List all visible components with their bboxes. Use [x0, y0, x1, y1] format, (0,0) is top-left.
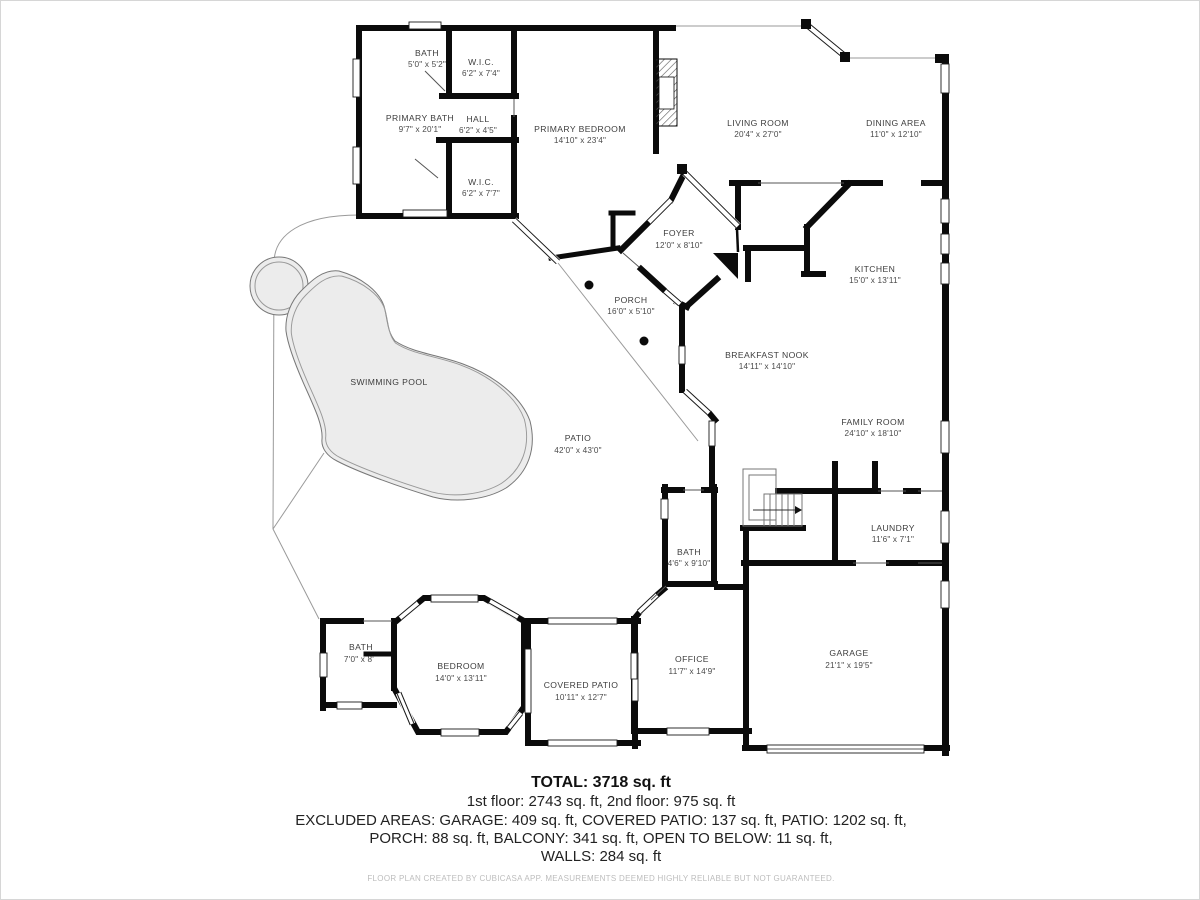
room-label-wic-bottom: W.I.C.: [468, 177, 494, 187]
room-dims-breakfast-nook: 14'11" x 14'10": [738, 362, 796, 371]
room-label-primary-bedroom: PRIMARY BEDROOM: [534, 124, 626, 134]
room-dims-laundry: 11'6" x 7'1": [871, 535, 915, 544]
room-label-bath-bottom-left: BATH: [349, 642, 373, 652]
staircase: [743, 469, 802, 526]
room-dims-bath-top: 5'0" x 5'2": [408, 60, 446, 69]
room-dims-primary-bedroom: 14'10" x 23'4": [553, 136, 607, 145]
room-dims-hall: 6'2" x 4'5": [459, 126, 497, 135]
room-dims-foyer: 12'0" x 8'10": [655, 241, 703, 250]
floor-plan-svg: [1, 1, 1199, 899]
room-label-wic-top: W.I.C.: [468, 57, 494, 67]
fireplace: [656, 59, 677, 126]
room-dims-patio: 42'0" x 43'0": [554, 446, 602, 455]
room-dims-primary-bath: 9'7" x 20'1": [398, 125, 442, 134]
room-label-foyer: FOYER: [663, 228, 695, 238]
footer-excluded-2: PORCH: 88 sq. ft, BALCONY: 341 sq. ft, OPEN TO BELOW: 11 sq. ft,: [369, 830, 833, 847]
footer-walls: WALLS: 284 sq. ft: [540, 848, 662, 865]
room-dims-family-room: 24'10" x 18'10": [844, 429, 902, 438]
room-label-covered-patio: COVERED PATIO: [543, 680, 619, 690]
room-dims-bedroom: 14'0" x 13'11": [435, 674, 487, 683]
room-label-laundry: LAUNDRY: [871, 523, 915, 533]
room-label-breakfast-nook: BREAKFAST NOOK: [725, 350, 809, 360]
room-label-porch: PORCH: [614, 295, 648, 305]
room-dims-office: 11'7" x 14'9": [668, 667, 716, 676]
footer-excluded-1: EXCLUDED AREAS: GARAGE: 409 sq. ft, COVERED PATIO: 137 sq. ft, PATIO: 1202 sq. ft,: [295, 812, 907, 829]
room-dims-wic-top: 6'2" x 7'4": [462, 69, 500, 78]
room-label-living-room: LIVING ROOM: [727, 118, 789, 128]
room-label-hall: HALL: [466, 114, 490, 124]
room-label-bath-top: BATH: [415, 48, 439, 58]
room-dims-covered-patio: 10'11" x 12'7": [555, 693, 607, 702]
room-dims-dining-area: 11'0" x 12'10": [870, 130, 922, 139]
room-dims-wic-bottom: 6'2" x 7'7": [462, 189, 500, 198]
footer-summary: [295, 774, 907, 883]
footer-floors: 1st floor: 2743 sq. ft, 2nd floor: 975 sq. ft: [466, 793, 736, 810]
room-dims-kitchen: 15'0" x 13'11": [849, 276, 901, 285]
room-dims-garage: 21'1" x 19'5": [825, 661, 873, 670]
footer-credit: FLOOR PLAN CREATED BY CUBICASA APP. MEASUREMENTS DEEMED HIGHLY RELIABLE BUT NOT GUARANTEED.: [367, 874, 835, 883]
room-dims-bath-center: 4'6" x 9'10": [667, 559, 711, 568]
room-dims-living-room: 20'4" x 27'0": [734, 130, 782, 139]
room-label-swimming-pool: SWIMMING POOL: [350, 377, 428, 387]
room-label-bath-center: BATH: [677, 547, 701, 557]
room-label-office: OFFICE: [675, 654, 709, 664]
room-label-bedroom: BEDROOM: [437, 661, 485, 671]
room-label-garage: GARAGE: [829, 648, 869, 658]
foyer-wall-wedge: [713, 253, 738, 279]
room-label-dining-area: DINING AREA: [866, 118, 926, 128]
room-dims-porch: 16'0" x 5'10": [607, 307, 655, 316]
room-label-kitchen: KITCHEN: [854, 264, 896, 274]
footer-total: TOTAL: 3718 sq. ft: [531, 774, 671, 791]
room-label-patio: PATIO: [564, 433, 592, 443]
room-label-family-room: FAMILY ROOM: [841, 417, 905, 427]
room-label-primary-bath: PRIMARY BATH: [385, 113, 455, 123]
room-dims-bath-bottom-left: 7'0" x 8': [343, 655, 375, 664]
